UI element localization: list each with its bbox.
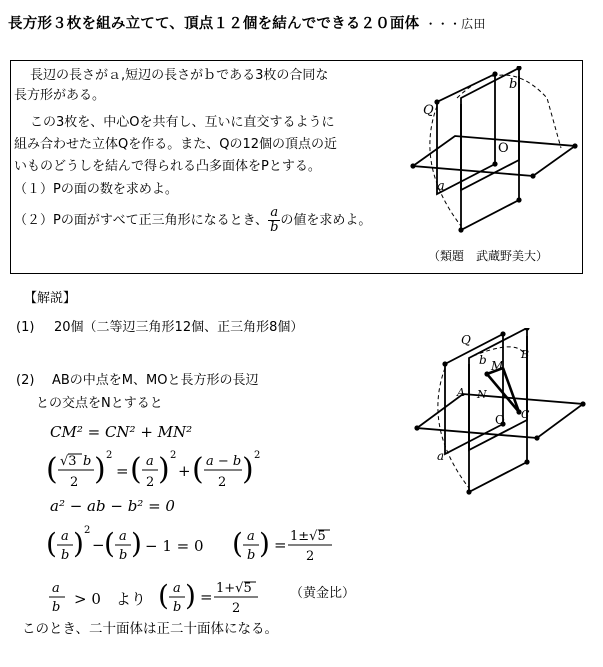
svg-text:2: 2 — [106, 450, 113, 461]
svg-text:b: b — [247, 548, 256, 563]
svg-text:a: a — [61, 529, 69, 544]
fig1-label-b: b — [509, 77, 518, 92]
problem-line-4: 組み合わせた立体Qを作る。また、Qの12個の頂点の近 — [14, 137, 338, 152]
svg-text:): ) — [242, 452, 254, 487]
solution-2-line-1: ABの中点をM、MOと長方形の長辺 — [52, 373, 259, 388]
svg-text:b: b — [119, 548, 128, 563]
svg-text:): ) — [131, 527, 142, 560]
svg-text:): ) — [158, 452, 170, 487]
fig1-label-O: O — [498, 141, 509, 156]
svg-text:a: a — [247, 529, 255, 544]
svg-text:): ) — [259, 527, 270, 560]
page-title — [8, 12, 486, 33]
svg-text:2: 2 — [146, 475, 155, 490]
equation-1: CM² = CN² + MN² — [50, 423, 193, 441]
svg-text:(: ( — [46, 527, 57, 560]
problem-line-5: いものどうしを結んで得られる凸多面体をPとする。 — [14, 159, 321, 174]
svg-text:2: 2 — [218, 475, 227, 490]
question-2-fraction — [268, 206, 280, 235]
svg-text:(: ( — [232, 527, 243, 560]
svg-text:−: − — [92, 536, 105, 554]
svg-text:b: b — [52, 600, 61, 615]
svg-text:a − b: a − b — [206, 454, 242, 469]
figure-1-polyhedron — [395, 66, 585, 246]
svg-text:2: 2 — [84, 525, 91, 536]
equation-2 — [46, 446, 266, 496]
svg-text:+: + — [178, 462, 191, 480]
fig2-label-b: b — [479, 353, 487, 367]
svg-text:2: 2 — [70, 475, 79, 490]
svg-text:=: = — [200, 588, 213, 606]
fig1-label-a: a — [437, 179, 445, 194]
svg-text:1+√5: 1+√5 — [216, 581, 252, 596]
svg-text:(: ( — [192, 452, 204, 487]
svg-text:2: 2 — [170, 450, 177, 461]
fig2-label-M: M — [491, 359, 504, 373]
svg-text:(: ( — [104, 527, 115, 560]
svg-text:b: b — [173, 600, 182, 615]
svg-text:b: b — [83, 454, 92, 469]
solution-2-num: (2) — [16, 373, 35, 388]
title-main: 長方形３枚を組み立てて、頂点１２個を結んでできる２０面体 — [8, 16, 420, 32]
fig2-label-C: C — [521, 408, 530, 421]
equation-5-condition: > 0 より — [74, 590, 146, 608]
svg-text:=: = — [274, 536, 287, 554]
svg-text:1±√5: 1±√5 — [290, 529, 326, 544]
svg-text:b: b — [61, 548, 70, 563]
equation-5-ratio — [46, 574, 72, 620]
fig2-label-B: B — [521, 348, 530, 361]
svg-text:): ) — [73, 527, 84, 560]
equation-4-result — [232, 522, 352, 568]
svg-text:2: 2 — [232, 601, 241, 616]
svg-text:=: = — [116, 462, 129, 480]
equation-3: a² − ab − b² = 0 — [50, 497, 175, 515]
svg-text:√3: √3 — [60, 454, 77, 469]
svg-text:a: a — [119, 529, 127, 544]
fig2-label-a: a — [437, 449, 445, 463]
fig2-label-Q: Q — [461, 333, 471, 347]
fraction-denominator: b — [270, 220, 279, 235]
conclusion: このとき、二十面体は正二十面体になる。 — [22, 621, 278, 637]
svg-text:): ) — [185, 579, 196, 612]
golden-ratio-note: （黄金比） — [290, 586, 356, 601]
svg-text:a: a — [52, 581, 60, 596]
problem-line-3: この3枚を、中心Oを共有し、互いに直交するように — [30, 115, 335, 130]
equation-5-result — [158, 574, 278, 620]
problem-line-2: 長方形がある。 — [14, 88, 106, 103]
question-2-tail: の値を求めよ。 — [280, 213, 372, 228]
fraction-numerator: a — [270, 205, 279, 220]
solution-1-text: 20個（二等辺三角形12個、正三角形8個） — [54, 320, 304, 335]
fig2-label-O: O — [495, 413, 505, 427]
svg-text:(: ( — [46, 452, 58, 487]
problem-line-1: 長辺の長さがａ,短辺の長さがｂである3枚の合同な — [30, 68, 329, 83]
svg-text:(: ( — [130, 452, 142, 487]
problem-source: （類題 武蔵野美大） — [428, 249, 549, 263]
question-2-text: （２）Pの面がすべて正三角形になるとき、 — [14, 213, 269, 228]
fig2-label-A: A — [457, 386, 465, 399]
figure-2-polyhedron — [405, 328, 595, 503]
svg-text:2: 2 — [254, 450, 261, 461]
solution-2-line-2: との交点をNとすると — [36, 396, 163, 411]
svg-text:2: 2 — [306, 549, 315, 564]
question-2 — [14, 206, 371, 235]
svg-text:): ) — [94, 452, 106, 487]
svg-text:a: a — [173, 581, 181, 596]
svg-text:(: ( — [158, 579, 169, 612]
svg-text:a: a — [146, 454, 154, 469]
question-1: （１）Pの面の数を求めよ。 — [14, 182, 178, 197]
equation-4-tail: − 1 = 0 — [145, 537, 204, 555]
fig1-label-Q: Q — [423, 103, 434, 118]
fig2-label-N: N — [477, 388, 487, 401]
solution-header: 【解説】 — [24, 291, 77, 306]
solution-1-num: (1) — [16, 320, 35, 335]
title-author: ・・・広田 — [424, 17, 486, 31]
